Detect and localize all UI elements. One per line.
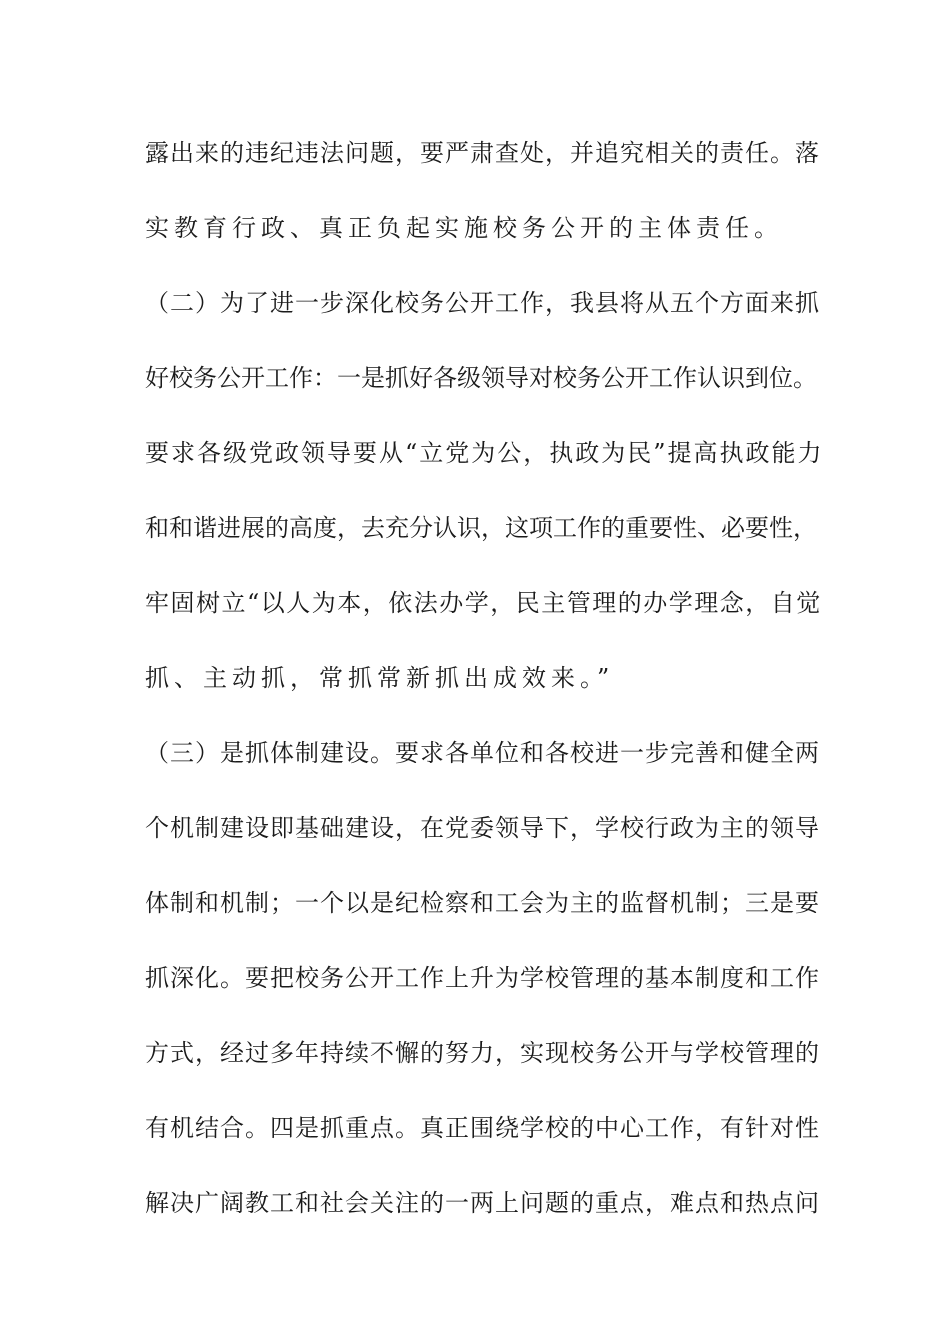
text-line: 要求各级党政领导要从“立党为公，执政为民”提高执政能力 xyxy=(145,439,824,467)
text-line: （二）为了进一步深化校务公开工作，我县将从五个方面来抓 xyxy=(145,289,820,317)
text-line: 解决广阔教工和社会关注的一两上问题的重点，难点和热点问 xyxy=(145,1189,820,1217)
text-line: 体制和机制；一个以是纪检察和工会为主的监督机制；三是要 xyxy=(145,889,820,917)
text-line: 露出来的违纪违法问题，要严肃查处，并追究相关的责任。落 xyxy=(145,139,820,167)
text-line: 实教育行政、真正负起实施校务公开的主体责任。 xyxy=(145,214,783,242)
text-line: 牢固树立“以人为本，依法办学，民主管理的办学理念，自觉 xyxy=(145,589,822,617)
text-line: 和和谐进展的高度，去充分认识，这项工作的重要性、必要性， xyxy=(145,514,817,542)
text-line: 抓深化。要把校务公开工作上升为学校管理的基本制度和工作 xyxy=(145,964,820,992)
text-line: 好校务公开工作：一是抓好各级领导对校务公开工作认识到位。 xyxy=(145,364,817,392)
text-line: 抓、主动抓，常抓常新抓出成效来。” xyxy=(145,664,615,692)
text-line: 个机制建设即基础建设，在党委领导下，学校行政为主的领导 xyxy=(145,814,820,842)
text-line: 方式，经过多年持续不懈的努力，实现校务公开与学校管理的 xyxy=(145,1039,820,1067)
text-line: （三）是抓体制建设。要求各单位和各校进一步完善和健全两 xyxy=(145,739,820,767)
text-line: 有机结合。四是抓重点。真正围绕学校的中心工作，有针对性 xyxy=(145,1114,820,1142)
